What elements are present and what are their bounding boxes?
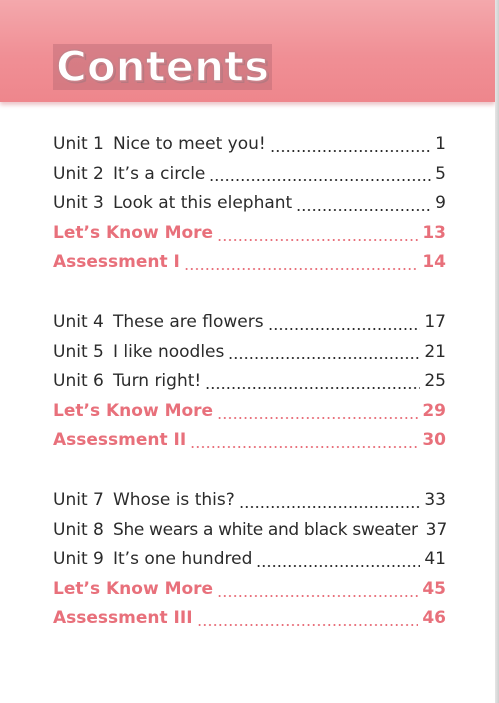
page-title: Contents <box>53 44 272 90</box>
group-spacer <box>53 456 446 486</box>
toc-leader-dots <box>256 552 420 568</box>
toc-page-number: 41 <box>424 549 446 570</box>
toc-entry-review[interactable] <box>53 219 446 249</box>
toc-page-number: 25 <box>424 371 446 392</box>
toc-page-number: 1 <box>435 134 446 154</box>
toc-page-number: 45 <box>422 578 446 599</box>
toc-title: Turn right! <box>113 371 202 392</box>
toc-title: Look at this elephant <box>113 193 293 214</box>
toc-leader-dots <box>239 493 421 509</box>
toc-leader-dots <box>268 315 421 331</box>
toc-entry[interactable] <box>53 160 446 190</box>
toc-title: Assessment I <box>53 252 180 273</box>
toc-entry-assessment[interactable] <box>53 248 446 278</box>
table-of-contents <box>53 130 446 634</box>
toc-title: Let’s Know More <box>53 400 214 421</box>
toc-leader-dots <box>228 344 420 360</box>
toc-unit-number: Unit 8 <box>53 519 104 540</box>
toc-entry-assessment[interactable] <box>53 604 446 634</box>
toc-unit-number: Unit 5 <box>53 341 104 362</box>
toc-title: Let’s Know More <box>53 578 214 599</box>
header-banner <box>0 0 495 102</box>
toc-title: It’s a circle <box>113 163 206 184</box>
toc-entry-review[interactable] <box>53 397 446 427</box>
toc-unit-number: Unit 7 <box>53 489 104 510</box>
toc-page-number: 13 <box>422 222 446 243</box>
toc-leader-dots <box>184 255 418 271</box>
toc-entry-assessment[interactable] <box>53 426 446 456</box>
toc-unit-number: Unit 6 <box>53 371 104 392</box>
toc-page-number: 30 <box>422 430 446 451</box>
toc-entry[interactable] <box>53 486 446 516</box>
toc-page-number: 46 <box>422 608 446 629</box>
toc-unit-number: Unit 2 <box>53 163 104 184</box>
toc-title: Let’s Know More <box>53 222 214 243</box>
toc-entry[interactable] <box>53 338 446 368</box>
toc-unit-number: Unit 9 <box>53 549 104 570</box>
toc-entry[interactable] <box>53 516 446 546</box>
toc-entry[interactable] <box>53 189 446 219</box>
toc-entry[interactable] <box>53 130 446 160</box>
toc-title: It’s one hundred <box>113 549 253 570</box>
toc-title: She wears a white and black sweater <box>113 519 418 540</box>
group-spacer <box>53 278 446 308</box>
toc-leader-dots <box>197 611 419 627</box>
toc-page-number: 21 <box>424 341 446 362</box>
toc-leader-dots <box>205 374 420 390</box>
toc-leader-dots <box>270 137 431 153</box>
toc-leader-dots <box>296 196 431 212</box>
toc-leader-dots <box>209 166 431 182</box>
toc-title: Assessment III <box>53 608 193 629</box>
toc-title: Assessment II <box>53 430 187 451</box>
toc-unit-number: Unit 4 <box>53 311 104 332</box>
toc-page-number: 9 <box>435 193 446 214</box>
page-edge <box>495 0 499 703</box>
toc-page-number: 17 <box>424 311 446 332</box>
toc-title: These are flowers <box>113 311 264 332</box>
toc-leader-dots <box>217 226 418 242</box>
toc-unit-number: Unit 1 <box>53 134 104 154</box>
toc-page-number: 37 <box>425 519 448 540</box>
toc-page-number: 33 <box>424 489 446 510</box>
toc-entry-review[interactable] <box>53 575 446 605</box>
toc-page-number: 5 <box>435 163 446 184</box>
toc-title: Nice to meet you! <box>113 134 266 154</box>
toc-page-number: 29 <box>422 400 446 421</box>
toc-entry[interactable] <box>53 308 446 338</box>
toc-leader-dots <box>190 433 418 449</box>
toc-unit-number: Unit 3 <box>53 193 104 214</box>
toc-entry[interactable] <box>53 545 446 575</box>
toc-entry[interactable] <box>53 367 446 397</box>
toc-page-number: 14 <box>422 252 446 273</box>
toc-title: Whose is this? <box>113 489 235 510</box>
toc-title: I like noodles <box>113 341 225 362</box>
toc-leader-dots <box>217 404 418 420</box>
toc-leader-dots <box>217 582 418 598</box>
